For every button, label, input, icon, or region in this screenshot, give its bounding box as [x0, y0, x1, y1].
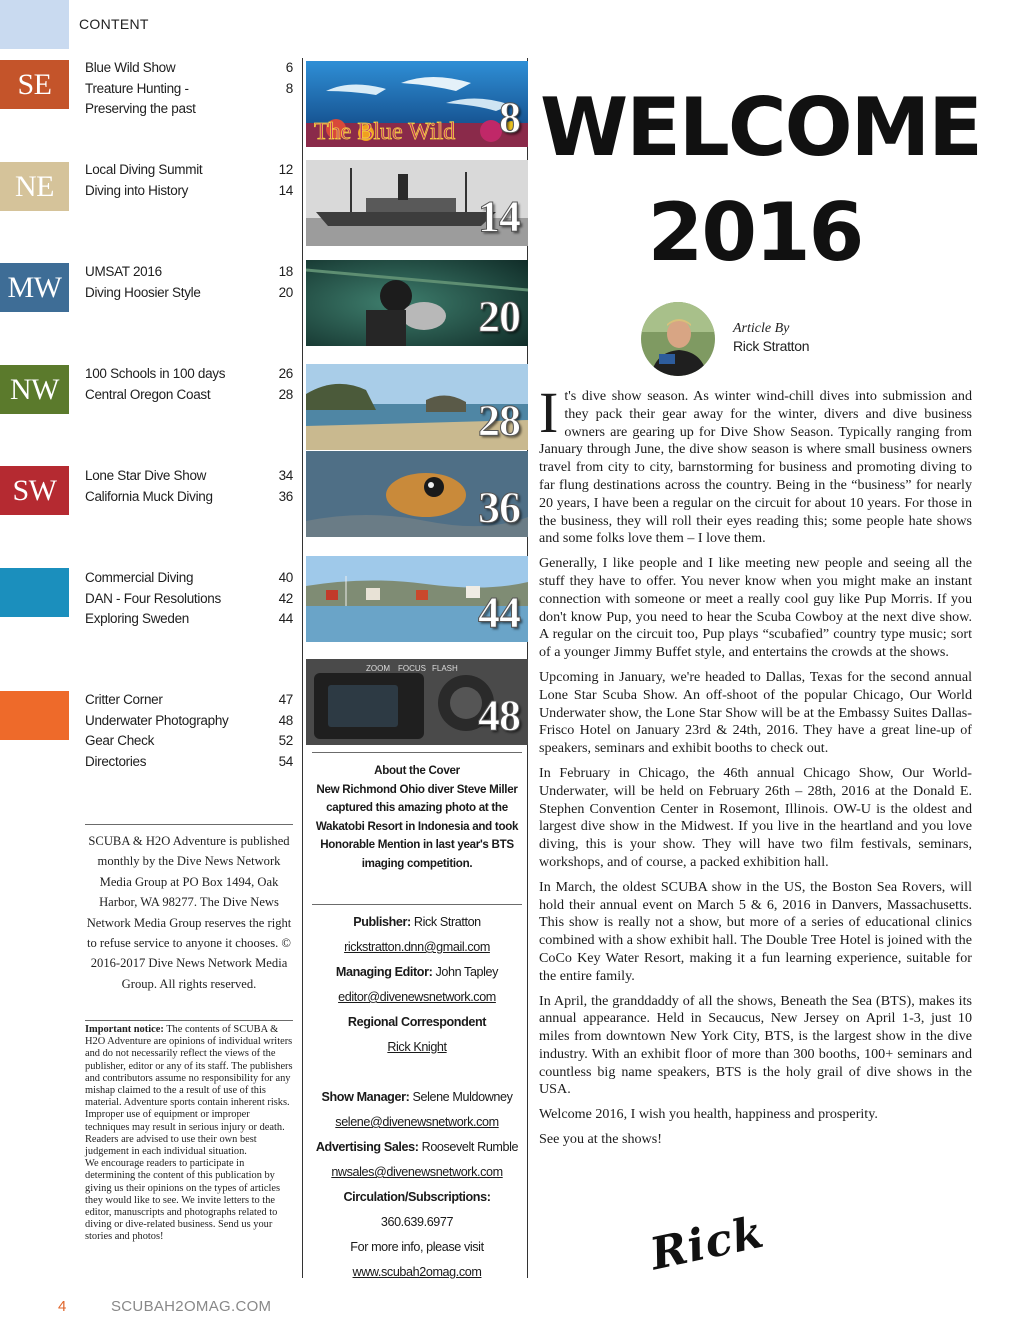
publisher-email-link[interactable]: rickstratton.dnn@gmail.com	[344, 940, 490, 954]
thumbnail-sweden-harbor[interactable]	[306, 556, 528, 642]
article-paragraph: In February in Chicago, the 46th annual Chicago Show, Our World-Underwater, will be held on February 26th – 28th, 2016 at the Donald E. Stephen Convention Center in Rosemont, Illinois. OW-U is the oldest and largest dive show in the Midwest. If you live in the heartland and you love diving, this is your show. They will have two film festivals, seminars, workshops, and of course, a packed exhibition hall.	[539, 764, 972, 870]
thumbnail-camera-gear[interactable]	[306, 659, 528, 745]
toc-item[interactable]	[85, 752, 293, 773]
cover-heading: About the Cover	[374, 764, 460, 777]
toc-group-sw	[85, 466, 293, 507]
toc-group-departments	[85, 690, 293, 772]
thumbnail-diver-wreck[interactable]	[306, 260, 528, 346]
notice-text: The contents of SCUBA & H2O Adventure are opinions of individual writers and do not necessarily reflect the views of the publisher, editor or any of its staff. The publishers and contributors assume no responsibility for any mishap claimed to the a result of use of this material. Adventure sports contain inherent risks. Improper use of equipment or improper techniques may result in serious injury or death. Readers are advised to use their own best judgement in each individual situation.	[85, 1024, 293, 1158]
toc-item[interactable]	[85, 466, 293, 487]
toc-item-page: 34	[278, 468, 293, 483]
toc-item[interactable]	[85, 568, 293, 589]
toc-item-title: Treature Hunting -	[85, 80, 189, 96]
publisher-name: Rick Stratton	[410, 915, 481, 929]
toc-item[interactable]	[85, 262, 293, 283]
toc-item[interactable]	[85, 487, 293, 508]
toc-group-nw	[85, 364, 293, 405]
toc-item[interactable]	[85, 731, 293, 752]
regional-label: Regional Correspondent	[347, 1015, 487, 1029]
toc-group-se	[85, 58, 293, 120]
camera-focus-label: FOCUS	[398, 664, 426, 673]
toc-item-page: 12	[278, 162, 293, 177]
toc-item-page: 42	[278, 590, 293, 606]
region-tab-se[interactable]: SE	[0, 60, 69, 109]
section-label: CONTENT	[79, 16, 149, 32]
editor-label: Managing Editor:	[335, 965, 433, 979]
camera-flash-label: FLASH	[432, 664, 458, 673]
toc-item[interactable]	[85, 181, 293, 202]
divider	[312, 904, 522, 905]
toc-item[interactable]	[85, 99, 293, 120]
publication-info: SCUBA & H2O Adventure is published monthly by the Dive News Network Media Group at PO Box 1494, Oak Harbor, WA 98277. The Dive News Network Media Group reserves the right to refuse service to anyone it chooses. © 2016-2017 Dive News Network Media Group. All rights reserved.	[86, 834, 292, 991]
toc-item-page: 18	[278, 264, 293, 279]
masthead-spacer	[312, 1060, 522, 1085]
toc-item-page: 14	[278, 182, 293, 198]
toc-item-title: California Muck Diving	[85, 488, 213, 504]
toc-item-title: Underwater Photography	[85, 712, 229, 728]
divider	[312, 752, 522, 753]
regional-line	[312, 1010, 522, 1035]
ads-email-link[interactable]: nwsales@divenewsnetwork.com	[331, 1165, 503, 1179]
toc-item-title: Exploring Sweden	[85, 611, 190, 626]
toc-group-mw	[85, 262, 293, 303]
publisher-line	[312, 910, 522, 935]
toc-item-page: 36	[278, 488, 293, 504]
column-rule-left	[302, 58, 303, 1278]
toc-item-page: 48	[278, 712, 293, 728]
toc-item[interactable]	[85, 79, 293, 100]
notice-label: Important notice:	[85, 1024, 164, 1035]
author-name: Rick Stratton	[733, 338, 810, 354]
article-paragraph: Welcome 2016, I wish you health, happiness and prosperity.	[539, 1106, 878, 1123]
cover-text: New Richmond Ohio diver Steve Miller captured this amazing photo at the Wakatobi Resort in Indonesia and took Honorable Mention in last year's BTS imaging competition.	[315, 782, 519, 870]
region-tab-nw[interactable]: NW	[0, 365, 69, 414]
toc-item-title: 100 Schools in 100 days	[85, 366, 226, 381]
editor-line	[312, 960, 522, 985]
toc-item-title: Diving Hoosier Style	[85, 284, 201, 300]
regional-correspondent-link[interactable]: Rick Knight	[387, 1040, 447, 1054]
toc-group-features	[85, 568, 293, 630]
toc-item-title: Lone Star Dive Show	[85, 468, 207, 483]
show-manager-line	[312, 1085, 522, 1110]
header-color-swatch	[0, 0, 69, 49]
editor-name: John Tapley	[432, 965, 499, 979]
toc-item-title: Preserving the past	[85, 101, 196, 116]
article-body	[539, 380, 972, 1156]
article-paragraph: Generally, I like people and I like meeting new people and seeing all the stuff they have to offer. You never know when you might make an instant connection with someone or meet a really cool guy like Pup Morris. If you don't know Pup, you need to hear the Scuba Cowboy at the next dive show. A regular on the circuit too, Pup plays “scubafied” country type music; sort of a younger Jimmy Buffet style, and entertains the crowds at the shows.	[539, 555, 972, 661]
toc-item[interactable]	[85, 711, 293, 732]
thumbnail-ship-history[interactable]	[306, 160, 528, 246]
show-manager-name: Selene Muldowney	[409, 1090, 513, 1104]
thumbnail-page-number: 36	[478, 483, 520, 532]
toc-item[interactable]	[85, 364, 293, 385]
show-manager-email-link[interactable]: selene@divenewsnetwork.com	[335, 1115, 499, 1129]
toc-item-title: Directories	[85, 753, 147, 769]
byline	[733, 321, 809, 354]
toc-item-page: 54	[278, 753, 293, 769]
toc-item-page: 52	[278, 733, 293, 748]
thumbnail-oregon-coast[interactable]	[306, 364, 528, 450]
thumbnail-page-number: 14	[478, 192, 520, 241]
article-paragraph: See you at the shows!	[539, 1131, 662, 1148]
thumbnail-page-number: 44	[478, 588, 520, 637]
important-notice	[85, 1024, 293, 1244]
toc-item[interactable]	[85, 58, 293, 79]
circulation-line	[312, 1185, 522, 1210]
notice-invite-text: We encourage readers to participate in determining the content of this publication by giving us their opinions on the types of articles they would like to see. We invite letters to the editor, manuscripts and photographs related to diving or dive-related business. Send us your stories and photos!	[85, 1158, 281, 1243]
title-line-welcome: WELCOME	[540, 81, 981, 174]
thumbnail-page-number: 48	[478, 691, 520, 740]
region-tab-mw[interactable]: MW	[0, 263, 69, 312]
thumbnail-muck-fish[interactable]	[306, 451, 528, 537]
article-paragraph	[539, 380, 972, 548]
author-avatar	[641, 302, 715, 376]
toc-item[interactable]	[85, 609, 293, 630]
toc-item-title: Critter Corner	[85, 692, 163, 707]
blue-wild-logo: The Blue Wild	[314, 119, 456, 145]
thumbnail-blue-wild[interactable]	[306, 61, 528, 147]
thumbnail-page-number: 20	[478, 292, 520, 341]
toc-item-page: 6	[285, 60, 293, 75]
ads-name: Roosevelt Rumble	[418, 1140, 519, 1154]
toc-item-page: 44	[278, 611, 293, 626]
thumbnail-page-number: 8	[499, 93, 520, 142]
region-tab-sw[interactable]: SW	[0, 466, 69, 515]
editor-email-link[interactable]: editor@divenewsnetwork.com	[338, 990, 496, 1004]
toc-item-page: 40	[278, 570, 293, 585]
toc-item-title: Central Oregon Coast	[85, 386, 211, 402]
toc-item-title: Diving into History	[85, 182, 189, 198]
toc-item-page: 26	[278, 366, 293, 381]
divider	[85, 824, 293, 825]
paragraph-text: t's dive show season. As winter wind-chill dives into submission and they pack their gear away for the winter, divers and dive business owners are gearing up for Dive Show Season. Typically ranging from January through June, the dive show season is where small business owners travel from city to city, barnstorming for business and promoting diving to far flung destinations across the country. Being in the “business” for nearly 20 years, I have been a regular on the circuit for about 10 years. For those in the business, they will roll their eyes reading this; some people hate shows and some folks love them – I love them.	[539, 388, 972, 547]
article-paragraph: In April, the granddaddy of all the shows, Beneath the Sea (BTS), makes its annual appearance. Held in Secaucus, New Jersey on April 1-3, just 10 miles from downtown New York City, BTS, is the largest show in the dive industry. With an exhibit floor of more than 300 booths, 100+ seminars and countless big name speakers, BTS is the holy grail of dive shows in the USA.	[539, 992, 972, 1098]
toc-item-page: 47	[278, 692, 293, 707]
toc-item-page: 8	[285, 80, 293, 96]
region-tab-ne[interactable]: NE	[0, 162, 69, 211]
region-tab-blue[interactable]	[0, 568, 69, 617]
thumbnail-page-number: 28	[478, 396, 520, 445]
website-link[interactable]: www.scubah2omag.com	[352, 1265, 482, 1279]
byline-label: Article By	[733, 321, 790, 336]
article-paragraph: Upcoming in January, we're headed to Dallas, Texas for the second annual Lone Star Scuba Show. An off-shoot of the popular Chicago, Our World Underwater show, the Lone Star Show will be at the Embassy Suites Dallas-Frisco Hotel on January 23rd & 24th, 2016. They have a great line-up of speakers, seminars and exhibit booths to check out.	[539, 668, 972, 757]
article-title	[540, 78, 981, 288]
ads-line	[312, 1135, 522, 1160]
about-the-cover	[312, 762, 522, 873]
toc-group-ne	[85, 160, 293, 201]
toc-item-title: Commercial Diving	[85, 570, 194, 585]
toc-item-title: DAN - Four Resolutions	[85, 590, 221, 606]
page-number: 4	[58, 1298, 67, 1315]
toc-item-title: Local Diving Summit	[85, 162, 203, 177]
toc-item[interactable]	[85, 385, 293, 406]
title-line-year: 2016	[647, 186, 863, 279]
toc-item-page: 20	[278, 284, 293, 300]
drop-cap: I	[539, 380, 559, 445]
more-info-text: For more info, please visit	[350, 1240, 484, 1254]
camera-zoom-label: ZOOM	[366, 664, 390, 673]
article-paragraph: In March, the oldest SCUBA show in the US, the Boston Sea Rovers, will hold their annual event on March 5 & 6, 2016 in Danvers, Massachusetts. This show is really not a show, but more of a series of educational clinics combined with a show exhibit hall. The Double Tree Hotel is joined with the CoCo Key Water Resort, making it a fun learning experience, suitable for the entire family.	[539, 878, 972, 984]
circulation-label: Circulation/Subscriptions:	[343, 1190, 491, 1204]
toc-item-title: Blue Wild Show	[85, 60, 176, 75]
toc-item[interactable]	[85, 589, 293, 610]
phone-number: 360.639.6977	[380, 1215, 454, 1229]
masthead	[312, 910, 522, 1285]
publisher-label: Publisher:	[353, 915, 411, 929]
region-tab-orange[interactable]	[0, 691, 69, 740]
toc-item[interactable]	[85, 283, 293, 304]
toc-item-title: Gear Check	[85, 733, 155, 748]
toc-item[interactable]	[85, 690, 293, 711]
toc-item[interactable]	[85, 160, 293, 181]
footer-website[interactable]: SCUBAH2OMAG.COM	[111, 1298, 272, 1315]
toc-item-page: 28	[278, 386, 293, 402]
divider	[85, 1020, 293, 1021]
ads-label: Advertising Sales:	[315, 1140, 419, 1154]
show-manager-label: Show Manager:	[321, 1090, 410, 1104]
toc-item-title: UMSAT 2016	[85, 264, 162, 279]
author-signature: Rick	[645, 1206, 769, 1281]
